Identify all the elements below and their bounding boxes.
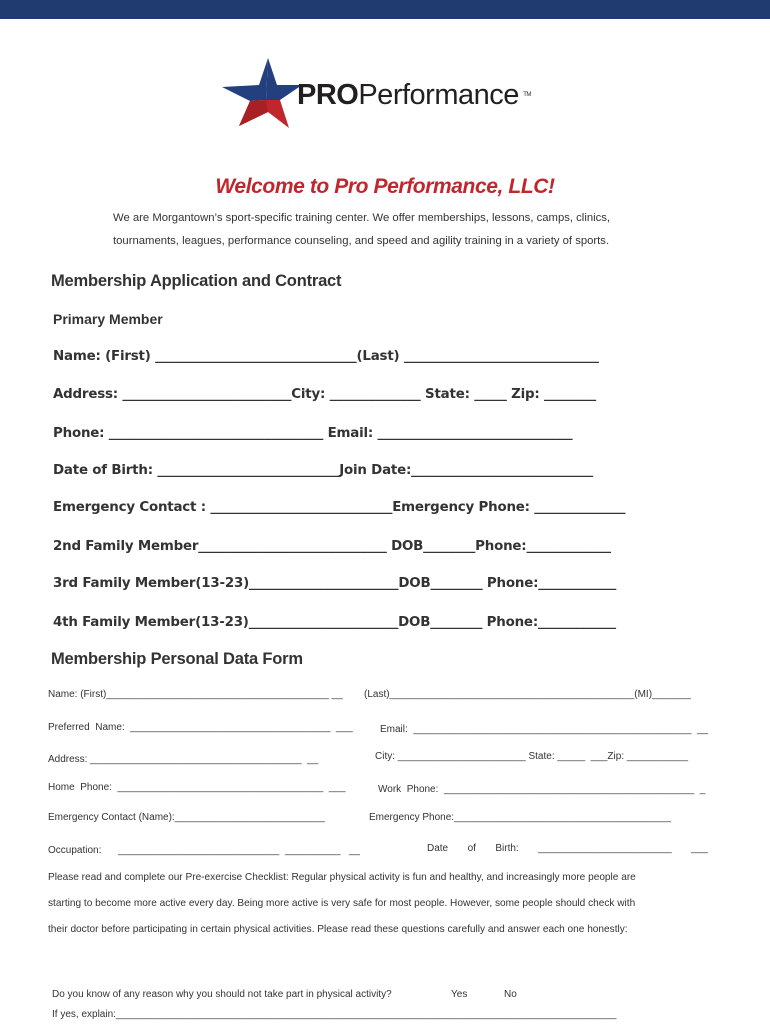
brand-pro: PRO bbox=[297, 79, 359, 111]
family-member-4-line[interactable]: 4th Family Member(13-23)_______________________DOB________ Phone:____________ bbox=[53, 615, 616, 630]
phone-email-field-line[interactable]: Phone: _________________________________ Email: ______________________________ bbox=[53, 426, 573, 441]
pd-address[interactable]: Address: ______________________________________ __ bbox=[48, 754, 319, 765]
trademark: TM bbox=[523, 92, 531, 98]
birth-join-date-field-line[interactable]: Date of Birth: ____________________________Join Date:____________________________ bbox=[53, 463, 594, 478]
intro-line-2: tournaments, leagues, performance counseling, and speed and agility training in a variety of sports. bbox=[113, 235, 610, 247]
pd-city-state-zip[interactable]: City: _______________________ State: _____ ___Zip: ___________ bbox=[375, 751, 689, 762]
welcome-title: Welcome to Pro Performance, LLC! bbox=[215, 175, 555, 198]
pd-date-of-birth[interactable]: Date of Birth: ________________________ ___ bbox=[427, 843, 708, 854]
pd-emergency-contact[interactable]: Emergency Contact (Name):___________________________ bbox=[48, 812, 325, 823]
answer-no[interactable]: No bbox=[504, 989, 517, 1000]
address-field-line[interactable]: Address: __________________________City: ______________ State: _____ Zip: ________ bbox=[53, 387, 596, 402]
pd-work-phone[interactable]: Work Phone: _____________________________________________ _ bbox=[378, 784, 706, 795]
primary-member-label: Primary Member bbox=[53, 311, 163, 327]
pd-emergency-phone[interactable]: Emergency Phone:_______________________________________ bbox=[369, 812, 671, 823]
pd-occupation[interactable]: Occupation: _____________________________ __________ __ bbox=[48, 845, 360, 856]
pd-preferred-name[interactable]: Preferred Name: ____________________________________ ___ bbox=[48, 722, 353, 733]
pd-name-last-mi[interactable]: (Last)____________________________________________(MI)_______ bbox=[364, 689, 691, 700]
answer-yes[interactable]: Yes bbox=[451, 989, 468, 1000]
family-member-3-line[interactable]: 3rd Family Member(13-23)_______________________DOB________ Phone:____________ bbox=[53, 576, 617, 591]
checklist-paragraph-line-1: Please read and complete our Pre-exercise Checklist: Regular physical activity is fun and healthy, and increasingly more people are bbox=[48, 872, 636, 883]
checklist-paragraph-line-2: starting to become more active every day. Being more active is very safe for most people. However, some people should check with bbox=[48, 898, 636, 909]
personal-data-heading: Membership Personal Data Form bbox=[51, 650, 303, 668]
emergency-contact-field-line[interactable]: Emergency Contact : ____________________________Emergency Phone: ______________ bbox=[53, 500, 626, 515]
name-field-line[interactable]: Name: (First) _______________________________(Last) ______________________________ bbox=[53, 349, 599, 364]
pro-performance-logo bbox=[222, 57, 562, 129]
family-member-2-line[interactable]: 2nd Family Member_____________________________ DOB________Phone:_____________ bbox=[53, 539, 611, 554]
pd-home-phone[interactable]: Home Phone: _____________________________________ ___ bbox=[48, 782, 346, 793]
physical-activity-question: Do you know of any reason why you should not take part in physical activity? bbox=[52, 989, 392, 1000]
checklist-paragraph-line-3: their doctor before participating in certain physical activities. Please read these questions carefully and answer each one honestly: bbox=[48, 924, 628, 935]
pd-email[interactable]: Email: __________________________________________________ __ bbox=[380, 724, 709, 735]
intro-line-1: We are Morgantown’s sport-specific training center. We offer memberships, lessons, camps, clinics, bbox=[113, 212, 611, 224]
explain-field-line[interactable]: If yes, explain:__________________________________________________________________________________________ bbox=[52, 1009, 617, 1020]
brand-performance: Performance bbox=[358, 79, 519, 111]
star-icon bbox=[222, 57, 302, 129]
top-bar bbox=[0, 0, 770, 19]
membership-application-heading: Membership Application and Contract bbox=[51, 272, 342, 290]
pd-name-first[interactable]: Name: (First)________________________________________ __ bbox=[48, 689, 343, 700]
brand-wordmark bbox=[297, 79, 531, 111]
